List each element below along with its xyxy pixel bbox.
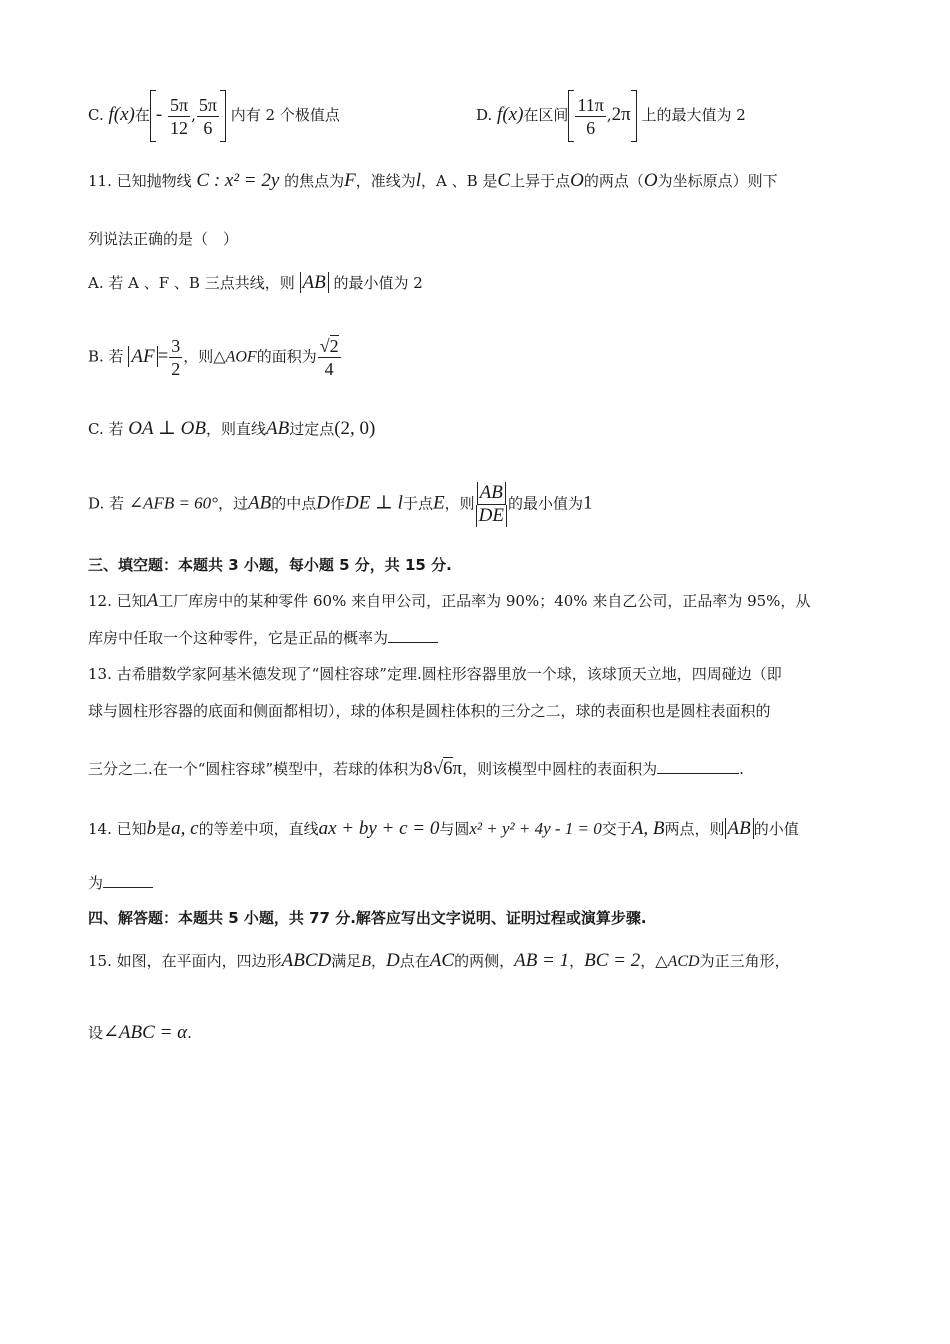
option-text: D. 若 bbox=[88, 494, 125, 513]
math-C: C bbox=[497, 170, 511, 191]
stem-text: 点在 bbox=[399, 952, 430, 970]
stem-text: 15. 如图，在平面内，四边形 bbox=[88, 952, 282, 970]
option-text: 内有 2 个极值点 bbox=[230, 106, 340, 124]
triangle-ACD: △ACD bbox=[655, 953, 700, 970]
answer-blank bbox=[388, 642, 438, 643]
frac-den: DE bbox=[476, 505, 507, 527]
q12-line2 bbox=[88, 627, 438, 649]
fraction bbox=[575, 94, 605, 139]
option-text: ，过 bbox=[217, 494, 248, 513]
option-text: 的最小值为 2 bbox=[333, 274, 423, 292]
interval-close bbox=[631, 90, 637, 142]
q11-stem bbox=[88, 170, 778, 192]
stem-text: ， bbox=[569, 952, 585, 970]
option-label: D. bbox=[476, 106, 493, 124]
q13-line2: 球与圆柱形容器的底面和侧面都相切），球的体积是圆柱体积的三分之二，球的表面积也是圆柱表面积的 bbox=[88, 702, 771, 720]
q14-line2 bbox=[88, 872, 153, 894]
option-text: ，则 bbox=[444, 494, 475, 513]
frac-num: 5π bbox=[198, 94, 217, 115]
option-text: C. 若 bbox=[88, 420, 124, 438]
perpendicular-condition: OA ⊥ OB bbox=[128, 418, 206, 439]
stem-text: 两点，则 bbox=[664, 820, 725, 838]
section-heading-fill-in: 三、填空题：本题共 3 小题，每小题 5 分，共 15 分. bbox=[88, 556, 452, 574]
q14-line1 bbox=[88, 818, 799, 840]
stem-text: 14. 已知 bbox=[88, 820, 147, 838]
min-value: 1 bbox=[582, 492, 593, 514]
frac-den: 12 bbox=[170, 117, 189, 138]
option-c-q10: C. f(x)在 - $\frac{5\pi}{12}$ , $\frac{5\pi}{6}$ 内有 2 个极值点 bbox=[88, 90, 340, 142]
option-d-q10: D. f(x)在区间 $\frac{11\pi}{6}$ ,2π 上的最大值为 2 bbox=[476, 90, 746, 142]
option-text: 的面积为 bbox=[256, 347, 317, 366]
stem-text: 的等差中项，直线 bbox=[198, 820, 319, 838]
vol-coef: 8 bbox=[423, 758, 433, 779]
option-text: 上的最大值为 2 bbox=[641, 106, 746, 124]
interval-right: 2π bbox=[611, 104, 631, 125]
answer-blank bbox=[657, 773, 739, 774]
option-text: B. 若 bbox=[88, 347, 124, 366]
frac-den: 6 bbox=[203, 117, 213, 138]
circle-equation: x² + y² + 4y - 1 = 0 bbox=[469, 819, 602, 838]
triangle-AOF: △AOF bbox=[213, 348, 257, 366]
parabola-equation: C : x² = 2y bbox=[196, 170, 280, 191]
stem-text: 11. 已知抛物线 bbox=[88, 172, 192, 190]
stem-text: 的小值 bbox=[753, 820, 799, 838]
option-label: C. bbox=[88, 106, 104, 124]
section-heading-solutions: 四、解答题：本题共 5 小题，共 77 分.解答应写出文字说明、证明过程或演算步骤. bbox=[88, 909, 647, 927]
frac-den: 6 bbox=[586, 117, 596, 138]
line-AB: AB bbox=[265, 418, 290, 439]
vol-radicand: 6 bbox=[443, 758, 453, 779]
stem-text: 的焦点为 bbox=[284, 172, 345, 190]
option-text: 的中点 bbox=[271, 494, 317, 513]
q13-line3 bbox=[88, 758, 744, 780]
stem-text: 的两侧， bbox=[454, 952, 515, 970]
stem-text: ， bbox=[640, 952, 656, 970]
fraction-left bbox=[168, 94, 190, 139]
stem-text: 设 bbox=[88, 1024, 104, 1042]
frac-num: AB bbox=[477, 482, 506, 505]
stem-text: 三分之二.在一个“圆柱容球”模型中，若球的体积为 bbox=[88, 760, 424, 778]
stem-text: 是 bbox=[156, 820, 172, 838]
quad-ABCD: ABCD bbox=[281, 950, 332, 971]
text-zai: 在区间 bbox=[523, 106, 569, 124]
segment-AC: AC bbox=[429, 950, 455, 971]
math-F: F bbox=[344, 170, 356, 191]
angle-ABC: ∠ABC = α bbox=[103, 1022, 188, 1043]
stem-text: ，准线为 bbox=[355, 172, 416, 190]
stem-text: 的两点（ bbox=[583, 172, 644, 190]
point-B: B bbox=[361, 953, 372, 970]
q11-option-b bbox=[88, 335, 342, 380]
stem-text: 为 bbox=[88, 874, 104, 892]
frac-num: 11π bbox=[577, 94, 604, 115]
fixed-point: (2, 0) bbox=[334, 418, 376, 439]
AB-equals-1: AB = 1 bbox=[514, 950, 570, 971]
stem-text: 与圆 bbox=[439, 820, 470, 838]
interval-close bbox=[220, 90, 226, 142]
option-text: ，则直线 bbox=[205, 420, 266, 438]
math-O: O bbox=[570, 170, 584, 191]
fraction-sqrt bbox=[318, 335, 341, 380]
vol-pi: π bbox=[452, 758, 463, 779]
sphere-volume: 8√6π bbox=[423, 758, 463, 779]
DE-perp-l: DE ⊥ l bbox=[344, 492, 403, 514]
stem-text: 12. 已知 bbox=[88, 592, 147, 610]
stem-text: . bbox=[187, 1024, 192, 1042]
abs-AB: AB bbox=[300, 272, 329, 293]
option-text: 于点 bbox=[402, 494, 433, 513]
abs-AB: AB bbox=[725, 818, 754, 839]
angle-AFB: ∠AFB = 60° bbox=[128, 493, 218, 513]
option-text: 作 bbox=[329, 494, 345, 513]
stem-text: 上异于点 bbox=[510, 172, 571, 190]
q12-line1 bbox=[88, 590, 810, 612]
stem-text: ， bbox=[371, 952, 387, 970]
q11-option-a bbox=[88, 272, 423, 294]
answer-blank bbox=[103, 887, 153, 888]
point-E: E bbox=[432, 492, 445, 514]
stem-text: 交于 bbox=[601, 820, 632, 838]
sqrt-radicand: 2 bbox=[329, 336, 339, 356]
math-ac: a, c bbox=[171, 818, 199, 839]
stem-text: 为坐标原点）则下 bbox=[657, 172, 778, 190]
text-zai: 在 bbox=[134, 106, 150, 124]
stem-text: 库房中任取一个这种零件，它是正品的概率为 bbox=[88, 629, 389, 647]
function-fx: f(x) bbox=[108, 104, 135, 125]
stem-text: 为正三角形， bbox=[699, 952, 790, 970]
frac-num: 5π bbox=[170, 94, 189, 115]
math-l: l bbox=[415, 170, 421, 191]
option-text: 过定点 bbox=[289, 420, 335, 438]
q15-line2 bbox=[88, 1022, 192, 1044]
frac-num: √2 bbox=[319, 336, 339, 356]
option-text: 的最小值为 bbox=[507, 494, 583, 513]
point-D: D bbox=[386, 950, 400, 971]
stem-text: 工厂库房中的某种零件 60% 来自甲公司，正品率为 90%；40% 来自乙公司，正品率为 95%，从 bbox=[158, 592, 811, 610]
frac-den: 2 bbox=[171, 359, 181, 379]
option-text: A. 若 A 、F 、B 三点共线，则 bbox=[88, 274, 295, 292]
stem-text: ，则该模型中圆柱的表面积为 bbox=[462, 760, 658, 778]
q11-option-d bbox=[88, 482, 592, 527]
option-text: ，则 bbox=[183, 347, 214, 366]
q15-line1 bbox=[88, 950, 790, 973]
line-equation: ax + by + c = 0 bbox=[318, 818, 440, 839]
frac-den: 4 bbox=[324, 359, 334, 379]
frac-num: 3 bbox=[171, 336, 181, 356]
math-b: b bbox=[146, 818, 157, 839]
abs-AF: AF bbox=[128, 346, 157, 367]
fraction bbox=[169, 335, 182, 380]
math-O: O bbox=[643, 170, 658, 191]
stem-text: ，A 、B 是 bbox=[421, 172, 498, 190]
fraction-right bbox=[197, 94, 219, 139]
point-D: D bbox=[316, 492, 330, 514]
neg-sign: - bbox=[155, 104, 163, 125]
points-AB: A, B bbox=[631, 818, 665, 839]
q11-stem-line2: 列说法正确的是（ ） bbox=[88, 230, 239, 248]
BC-equals-2: BC = 2 bbox=[584, 950, 641, 971]
stem-text: . bbox=[739, 760, 744, 778]
q11-option-c bbox=[88, 418, 375, 440]
segment-AB: AB bbox=[248, 492, 272, 514]
q13-line1: 13. 古希腊数学家阿基米德发现了“圆柱容球”定理.圆柱形容器里放一个球，该球顶天立地，四周碰边（即 bbox=[88, 665, 782, 683]
function-fx: f(x) bbox=[497, 104, 524, 125]
equals-sign: = bbox=[157, 345, 169, 367]
interval-open bbox=[568, 90, 574, 142]
ratio-fraction bbox=[476, 482, 507, 527]
stem-text: 满足 bbox=[331, 952, 362, 970]
math-A: A bbox=[146, 590, 159, 611]
